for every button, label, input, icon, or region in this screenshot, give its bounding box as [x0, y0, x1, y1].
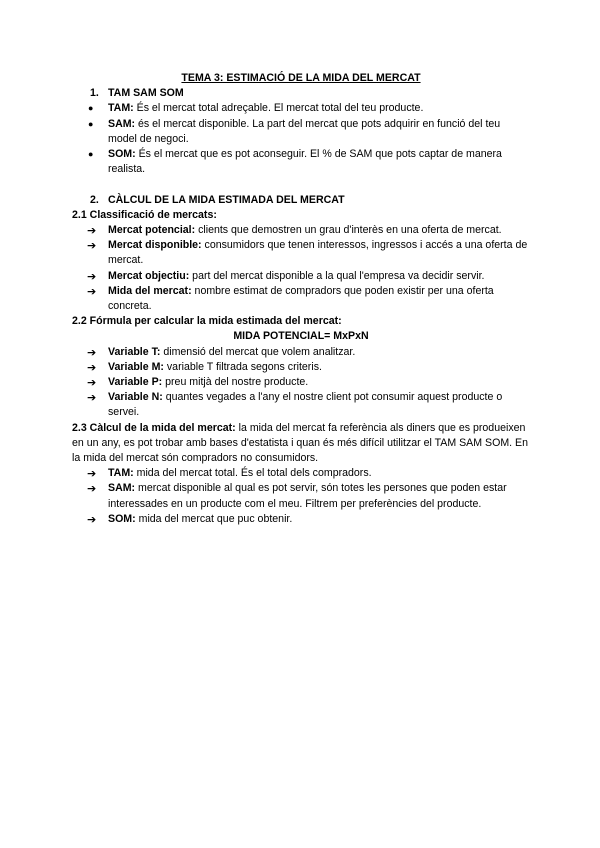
list-item [72, 269, 530, 284]
arrow-icon: ➔ [87, 223, 97, 237]
item-term: Mercat potencial: [108, 223, 196, 236]
bullet-dot-icon: ● [88, 148, 94, 159]
arrow-icon: ➔ [87, 482, 97, 496]
section-2-heading [72, 193, 530, 208]
list-item [72, 223, 530, 238]
bullet-term: SOM: [108, 147, 136, 160]
item-term: SOM: [108, 512, 136, 525]
item-term: Variable T: [108, 345, 161, 358]
bullet-text: És el mercat total adreçable. El mercat total del teu producte. [133, 102, 424, 115]
bullet-item [72, 101, 530, 116]
item-term: Mercat disponible: [108, 239, 202, 252]
list-item [72, 512, 530, 527]
formula-variables-list [72, 345, 530, 421]
item-term: Variable M: [108, 360, 164, 373]
section-1-heading [72, 86, 530, 101]
subsection-2-3-heading: 2.3 Càlcul de la mida del mercat: [72, 421, 236, 434]
item-text: mercat disponible al qual es pot servir, són totes les persones que poden estar interessades en un producte com el meu. Filtrem per preferències del producte. [108, 482, 507, 510]
bullet-text: És el mercat que es pot aconseguir. El % de SAM que pots captar de manera realista. [108, 147, 502, 176]
section-2 [72, 193, 530, 208]
blank-line [72, 177, 530, 192]
item-term: Mercat objectiu: [108, 269, 190, 282]
item-text: consumidors que tenen interessos, ingressos i accés a una oferta de mercat. [108, 239, 528, 267]
list-item [72, 481, 530, 511]
section-number: 2. [90, 193, 99, 206]
item-text: quantes vegades a l'any el nostre client pot consumir aquest producte o servei. [108, 391, 503, 419]
bullet-dot-icon: ● [88, 118, 94, 129]
formula: MIDA POTENCIAL= MxPxN [233, 330, 369, 343]
item-text: nombre estimat de compradors que poden existir per una oferta concreta. [108, 284, 494, 312]
section-number: 1. [90, 87, 99, 100]
item-text: mida del mercat total. És el total dels compradors. [133, 467, 372, 480]
subsection-2-3-text: la mida del mercat fa referència als diners que es produeixen en un any, es pot trobar amb bases d'estatista i quan és més difícil utilitzar el TAM SAM SOM. En la mida del mercat són compradors no consumidors. [72, 421, 528, 465]
item-term: SAM: [108, 482, 136, 495]
list-item [72, 375, 530, 390]
list-item [72, 360, 530, 375]
arrow-icon: ➔ [87, 391, 97, 405]
list-item [72, 284, 530, 314]
section-1 [72, 86, 530, 101]
bullet-item [72, 147, 530, 177]
arrow-icon: ➔ [87, 512, 97, 526]
subsection-2-2-heading: 2.2 Fórmula per calcular la mida estimada del mercat: [72, 315, 342, 328]
item-text: preu mitjà del nostre producte. [162, 376, 309, 388]
arrow-icon: ➔ [87, 284, 97, 298]
bullet-term: TAM: [108, 102, 134, 115]
item-text: part del mercat disponible a la qual l'empresa va decidir servir. [189, 269, 485, 282]
item-term: Variable P: [108, 376, 163, 388]
item-term: Mida del mercat: [108, 284, 192, 297]
item-text: mida del mercat que puc obtenir. [135, 512, 293, 525]
list-item [72, 390, 530, 420]
market-size-list [72, 466, 530, 527]
arrow-icon: ➔ [87, 269, 97, 283]
list-item [72, 345, 530, 360]
document-title: TEMA 3: ESTIMACIÓ DE LA MIDA DEL MERCAT [181, 72, 421, 84]
subsection-2-3-paragraph [72, 421, 530, 467]
tam-sam-som-bullets [72, 101, 530, 177]
market-classification-list [72, 223, 530, 314]
item-term: TAM: [108, 467, 134, 480]
item-text: variable T filtrada segons criteris. [163, 360, 322, 373]
bullet-text: és el mercat disponible. La part del mercat que pots adquirir en funció del teu model de negoci. [108, 117, 501, 145]
list-item [72, 238, 530, 268]
arrow-icon: ➔ [87, 376, 97, 389]
bullet-item [72, 117, 530, 147]
arrow-icon: ➔ [87, 239, 97, 253]
item-term: Variable N: [108, 391, 163, 404]
item-text: dimensió del mercat que volem analitzar. [160, 345, 356, 358]
bullet-term: SAM: [108, 117, 136, 130]
arrow-icon: ➔ [87, 360, 97, 374]
list-item [72, 466, 530, 481]
document-content [72, 71, 530, 527]
subsection-2-1-heading: 2.1 Classificació de mercats: [72, 208, 217, 221]
arrow-icon: ➔ [87, 467, 97, 481]
item-text: clients que demostren un grau d'interès en una oferta de mercat. [195, 223, 502, 236]
section-heading-text: CÀLCUL DE LA MIDA ESTIMADA DEL MERCAT [108, 193, 345, 206]
arrow-icon: ➔ [87, 345, 97, 359]
section-heading-text: TAM SAM SOM [108, 87, 184, 100]
bullet-dot-icon: ● [88, 103, 94, 114]
